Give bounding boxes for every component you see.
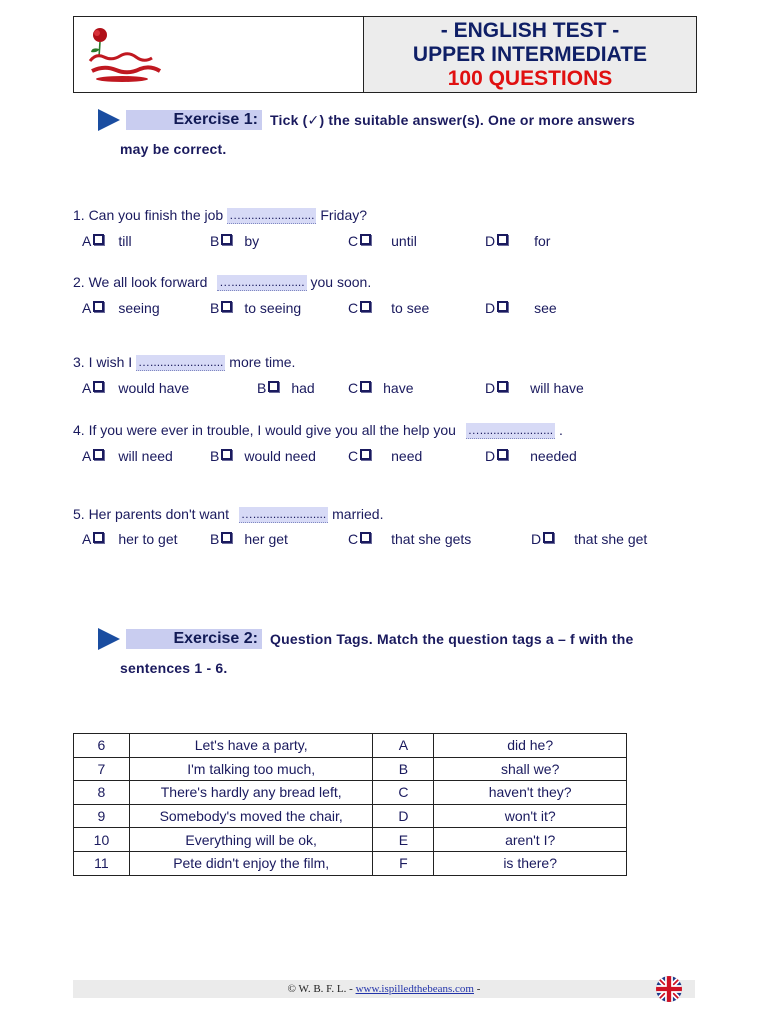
option-text: will need [118,448,173,464]
exercise-2-instruction: Question Tags. Match the question tags a – f with the [270,631,634,647]
exercise-2-header [98,628,634,650]
option-letter: B [210,531,220,547]
checkbox[interactable] [93,301,104,312]
answer-blank[interactable]: …...................... [138,355,224,370]
table-row [74,757,627,781]
checkbox[interactable] [360,449,371,460]
arrow-right-icon [98,109,120,131]
title-cell [364,17,696,92]
row-letter: F [373,851,434,875]
checkbox[interactable] [221,532,232,543]
logo-icon [82,23,166,85]
q2-option-b[interactable] [210,300,301,316]
row-tag: shall we? [434,757,627,781]
question-text: 3. I wish I [73,354,133,370]
table-row [74,781,627,805]
question-text: 2. We all look forward [73,274,208,290]
q5-option-c[interactable] [348,531,471,547]
q4-option-c[interactable] [348,448,422,464]
q3-option-a[interactable] [82,380,189,396]
option-letter: B [210,233,220,249]
row-tag: won't it? [434,804,627,828]
exercise-1-instruction-cont: may be correct. [120,141,227,157]
option-letter: C [348,300,359,316]
row-letter: A [373,734,434,758]
logo-cell [74,17,364,92]
q3-option-c[interactable] [348,380,413,396]
option-letter: D [485,380,496,396]
option-letter: A [82,300,92,316]
question-text: 4. If you were ever in trouble, I would give you all the help you [73,422,456,438]
checkbox[interactable] [93,234,104,245]
option-text: her get [244,531,288,547]
option-text: until [391,233,417,249]
row-sentence: Somebody's moved the chair, [129,804,373,828]
q2-option-a[interactable] [82,300,160,316]
option-letter: B [210,448,220,464]
option-text: by [244,233,260,249]
q4-option-d[interactable] [485,448,577,464]
checkbox[interactable] [221,301,232,312]
option-letter: D [485,448,496,464]
q5-option-b[interactable] [210,531,288,547]
q3-option-b[interactable] [257,380,315,396]
option-text: to seeing [244,300,302,316]
row-sentence: I'm talking too much, [129,757,373,781]
option-text: need [391,448,423,464]
checkbox[interactable] [221,234,232,245]
checkbox[interactable] [497,449,508,460]
question-suffix: more time. [225,354,296,370]
row-sentence: Let's have a party, [129,734,373,758]
exercise-2-title-box [126,629,262,649]
option-letter: D [531,531,542,547]
table-row [74,734,627,758]
option-text: would have [118,380,190,396]
row-tag: aren't I? [434,828,627,852]
checkbox[interactable] [93,532,104,543]
checkbox[interactable] [497,301,508,312]
option-letter: D [485,300,496,316]
option-text: needed [530,448,577,464]
q4-option-a[interactable] [82,448,173,464]
option-letter: A [82,380,92,396]
option-text: would need [244,448,316,464]
option-text: her to get [118,531,178,547]
answer-blank[interactable]: …...................... [240,507,327,522]
exercise-2-title: Exercise 2: [173,630,258,647]
checkbox[interactable] [360,532,371,543]
q1-option-b[interactable] [210,233,259,249]
option-text: seeing [118,300,160,316]
row-letter: B [373,757,434,781]
question-text: 1. Can you finish the job [73,207,224,223]
answer-blank[interactable]: …...................... [219,275,305,290]
row-tag: is there? [434,851,627,875]
question-tags-table [73,733,627,876]
option-text: for [534,233,551,249]
option-letter: C [348,448,359,464]
q1-option-c[interactable] [348,233,417,249]
question-4 [73,422,563,439]
option-text: have [383,380,414,396]
option-letter: A [82,531,92,547]
option-text: that she get [574,531,648,547]
row-sentence: Everything will be ok, [129,828,373,852]
option-text: see [534,300,557,316]
row-number: 6 [74,734,130,758]
row-number: 10 [74,828,130,852]
answer-blank[interactable]: …...................... [229,208,315,223]
uk-flag-icon [656,976,682,1002]
checkbox[interactable] [543,532,554,543]
checkbox[interactable] [268,381,279,392]
exercise-1-header [98,109,635,131]
checkbox[interactable] [221,449,232,460]
answer-blank[interactable]: …...................... [467,423,554,438]
question-1 [73,207,367,224]
copyright-text: © W. B. F. L. - [287,983,356,995]
question-suffix: Friday? [316,207,368,223]
option-letter: B [210,300,220,316]
question-text: 5. Her parents don't want [73,506,229,522]
page-footer [73,980,695,998]
table-row [74,851,627,875]
q1-option-a[interactable] [82,233,132,249]
q1-option-d[interactable] [485,233,550,249]
row-number: 7 [74,757,130,781]
row-letter: D [373,804,434,828]
checkbox[interactable] [360,234,371,245]
option-letter: A [82,448,92,464]
row-letter: C [373,781,434,805]
option-text: till [118,233,132,249]
footer-trail: - [474,983,481,995]
table-row [74,804,627,828]
exercise-1-title-box [126,110,262,130]
option-letter: A [82,233,92,249]
checkbox[interactable] [360,301,371,312]
row-tag: did he? [434,734,627,758]
option-letter: D [485,233,496,249]
option-text: that she gets [391,531,472,547]
q3-option-d[interactable] [485,380,584,396]
option-letter: C [348,233,359,249]
question-suffix: . [555,422,563,438]
option-text: will have [530,380,584,396]
row-sentence: There's hardly any bread left, [129,781,373,805]
exercise-2-instruction-cont: sentences 1 - 6. [120,660,228,676]
row-number: 8 [74,781,130,805]
q2-option-d[interactable] [485,300,557,316]
q5-option-a[interactable] [82,531,178,547]
question-suffix: married. [328,506,384,522]
checkbox[interactable] [93,449,104,460]
row-tag: haven't they? [434,781,627,805]
website-link[interactable]: www.ispilledthebeans.com [355,983,474,995]
question-3 [73,354,295,371]
option-letter: C [348,531,359,547]
q4-option-b[interactable] [210,448,316,464]
option-letter: B [257,380,267,396]
title-line-2: UPPER INTERMEDIATE [412,43,648,66]
option-letter: C [348,380,359,396]
question-5 [73,506,383,523]
page-header [73,16,697,93]
q5-option-d[interactable] [531,531,647,547]
title-line-1: - ENGLISH TEST - [440,19,620,42]
table-row [74,828,627,852]
checkbox[interactable] [93,381,104,392]
checkbox[interactable] [497,381,508,392]
row-letter: E [373,828,434,852]
checkbox[interactable] [497,234,508,245]
row-sentence: Pete didn't enjoy the film, [129,851,373,875]
question-suffix: you soon. [306,274,372,290]
option-text: had [291,380,315,396]
q2-option-c[interactable] [348,300,429,316]
checkbox[interactable] [360,381,371,392]
row-number: 9 [74,804,130,828]
row-number: 11 [74,851,130,875]
option-text: to see [391,300,430,316]
question-2 [73,274,371,291]
exercise-1-instruction: Tick (✓) the suitable answer(s). One or more answers [270,111,635,128]
exercise-1-title: Exercise 1: [173,111,258,128]
title-line-3: 100 QUESTIONS [447,67,613,90]
arrow-right-icon [98,628,120,650]
